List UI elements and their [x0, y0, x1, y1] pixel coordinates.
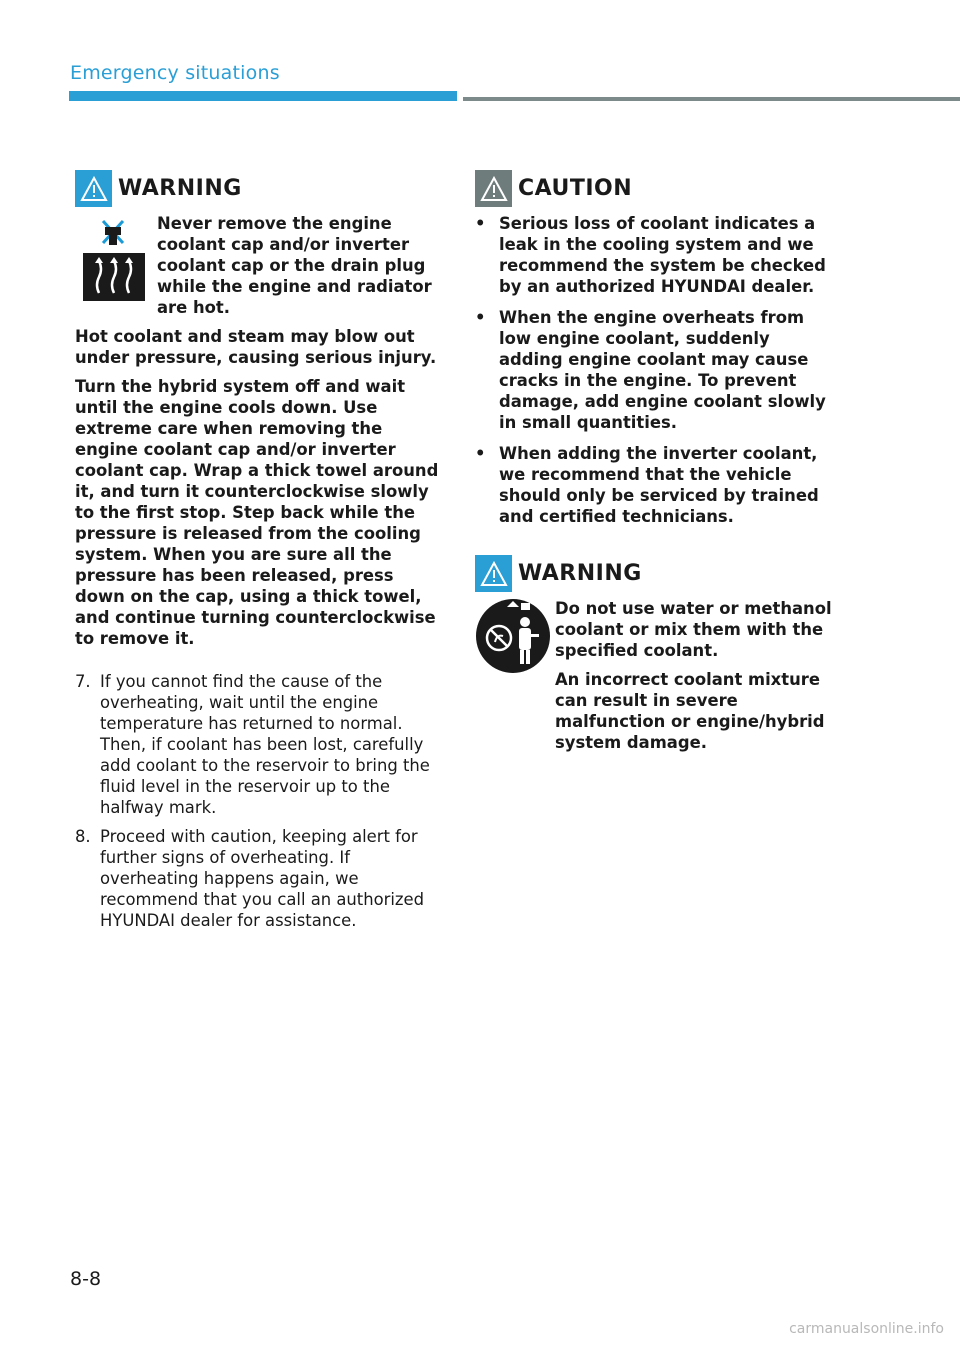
- warning-pictogram-row: [75, 213, 440, 318]
- warning-2-lead: Do not use water or methanol coolant or mix them with the specified coolant.: [555, 599, 832, 660]
- caution-label: CAUTION: [518, 176, 633, 201]
- warning-pictogram-row-2: [475, 598, 835, 753]
- header-rule-gray: [463, 97, 960, 101]
- bullet-text: When adding the inverter coolant, we recommend that the vehicle should only be serviced by trained and certified technicians.: [499, 444, 819, 526]
- bullet-mark: •: [475, 308, 486, 327]
- header-rule-blue: [69, 91, 457, 101]
- section-title: Emergency situations: [70, 62, 280, 84]
- step-text: If you cannot find the cause of the overheating, wait until the engine temperature has returned to normal. Then, if coolant has been lost, carefully add coolant to the reservoir to bring the fluid level in the reservoir up to the halfway mark.: [100, 672, 430, 817]
- step-8: [75, 826, 440, 931]
- warning-2-paragraph: An incorrect coolant mixture can result in severe malfunction or engine/hybrid system damage.: [555, 670, 825, 752]
- list-item: [475, 443, 835, 527]
- right-column: [475, 170, 835, 753]
- bullet-mark: •: [475, 214, 486, 233]
- list-item: [475, 307, 835, 433]
- step-number: 8.: [75, 827, 91, 846]
- consult-manual-mechanic-icon: [475, 598, 551, 678]
- warning-label-2: WARNING: [518, 561, 642, 586]
- caution-header: [475, 170, 835, 207]
- caution-triangle-icon: [475, 170, 512, 207]
- warning-header: [75, 170, 440, 207]
- left-column: [75, 170, 440, 931]
- bullet-mark: •: [475, 444, 486, 463]
- warning-label: WARNING: [118, 176, 242, 201]
- page-number: 8-8: [70, 1268, 102, 1290]
- bullet-text: Serious loss of coolant indicates a leak in the cooling system and we recommend the system be checked by an authorized HYUNDAI dealer.: [499, 214, 826, 296]
- watermark: carmanualsonline.info: [789, 1321, 944, 1337]
- list-item: [475, 213, 835, 297]
- caution-list: [475, 213, 835, 527]
- warning-paragraph-1: Hot coolant and steam may blow out under pressure, causing serious injury.: [75, 327, 437, 367]
- warning-2-text-block: [555, 598, 835, 753]
- step-text: Proceed with caution, keeping alert for further signs of overheating. If overheating happens again, we recommend that you call an authorized HYUNDAI dealer for assistance.: [100, 827, 425, 930]
- step-number: 7.: [75, 672, 91, 691]
- hot-radiator-cap-icon: [75, 213, 147, 307]
- bullet-text: When the engine overheats from low engine coolant, suddenly adding engine coolant may cause cracks in the engine. To prevent damage, add engine coolant slowly in small quantities.: [499, 308, 826, 432]
- warning-triangle-icon: [75, 170, 112, 207]
- warning-header-2: [475, 555, 835, 592]
- warning-triangle-icon: [475, 555, 512, 592]
- warning-paragraph-2: Turn the hybrid system off and wait until the engine cools down. Use extreme care when removing the engine coolant cap and/or inverter coolant cap. Wrap a thick towel around it, and turn it counterclockwise slowly to the first stop. Step back while the pressure is released from the cooling system. When you are sure all the pressure has been released, press down on the cap, using a thick towel, and continue turning counterclockwise to remove it.: [75, 377, 439, 648]
- step-7: [75, 671, 440, 818]
- warning-lead-text: Never remove the engine coolant cap and/or inverter coolant cap or the drain plug while the engine and radiator are hot.: [157, 214, 432, 317]
